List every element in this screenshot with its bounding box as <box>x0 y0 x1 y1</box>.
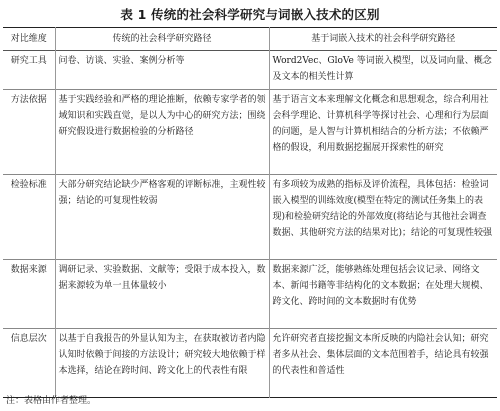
row-traditional: 大部分研究结论缺少严格客观的评断标准，主观性较强；结论的可复现性较弱 <box>55 175 269 260</box>
table-note: 注：表格由作者整理。 <box>6 396 97 406</box>
table-row <box>3 260 497 329</box>
table-row <box>3 90 497 175</box>
row-embedding: 允许研究者直接挖掘文本所反映的内隐社会认知；研究者多从社会、集体层面的文本范围着手，结论具有较强的代表性和普适性 <box>269 329 497 398</box>
table-row <box>3 175 497 260</box>
table-row <box>3 51 497 90</box>
row-traditional: 调研记录、实验数据、文献等；受限于成本投入，数据来源较为单一且体量较小 <box>55 260 269 329</box>
row-embedding: 基于语言文本来理解文化概念和思想观念，综合利用社会科学理论、计算机科学等探讨社会、心理和行为层面的问题，是人智与计算机相结合的分析方法；不依赖严格的假设，利用数据挖掘展开探索性的研究 <box>269 90 497 175</box>
header-dimension: 对比维度 <box>10 34 47 44</box>
row-embedding: Word2Vec、GloVe 等词嵌入模型，以及词向量、概念及文本的相关性计算 <box>269 51 497 90</box>
row-dimension: 研究工具 <box>10 56 47 66</box>
header-embedding: 基于词嵌入技术的社会科学研究路径 <box>269 28 497 51</box>
row-traditional: 基于实践经验和严格的理论推断，依赖专家学者的领域知识和实践直觉，是以人为中心的研究方法；围绕研究假设进行数据检验的分析路径 <box>55 90 269 175</box>
row-dimension: 方法依据 <box>10 95 47 105</box>
row-dimension: 数据来源 <box>10 265 47 275</box>
row-dimension: 信息层次 <box>10 334 47 344</box>
row-traditional: 以基于自我报告的外显认知为主，在获取被访者内隐认知时依赖于间接的方法设计；研究较大地依赖于样本选择，结论在跨时间、跨文化上的代表性有限 <box>55 329 269 398</box>
table-row <box>3 329 497 398</box>
row-traditional: 问卷、访谈、实验、案例分析等 <box>55 51 269 90</box>
row-dimension: 检验标准 <box>10 180 47 190</box>
row-embedding: 数据来源广泛，能够熟练处理包括会议记录、网络文本、新闻书籍等非结构化的文本数据；在处理大规模、跨文化、跨时间的文本数据时有优势 <box>269 260 497 329</box>
table-header-row <box>3 28 497 51</box>
comparison-table <box>3 27 497 398</box>
header-traditional: 传统的社会科学研究路径 <box>55 28 269 51</box>
table-title: 表 1 传统的社会科学研究与词嵌入技术的区别 <box>120 7 380 22</box>
row-embedding: 有多项较为成熟的指标及评价流程，具体包括：检验词嵌入模型的训练效度(模型在特定的测试任务集上的表现)和检验研究结论的外部效度(将结论与其他社会调查数据、其他研究方法的结果对比)；结论的可复现性较强 <box>269 175 497 260</box>
